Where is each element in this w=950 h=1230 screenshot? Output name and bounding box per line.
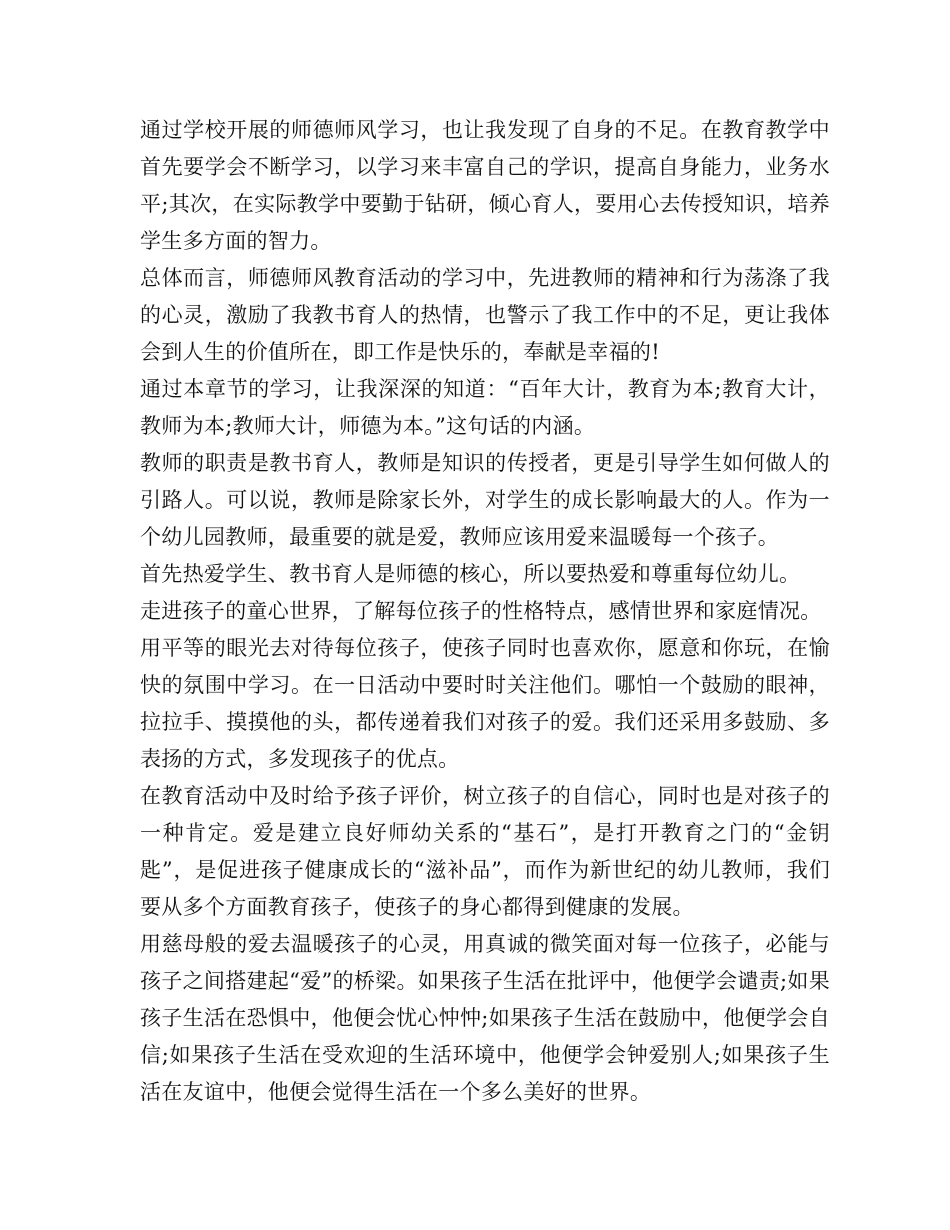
paragraph-equal-treatment: 用平等的眼光去对待每位孩子，使孩子同时也喜欢你，愿意和你玩，在愉快的氛围中学习。在一日活动中要时时关注他们。哪怕一个鼓励的眼神，拉拉手、摸摸他的头，都传递着我们对孩子的爱。我们还采用多鼓励、多表扬的方式，多发现孩子的优点。 <box>140 636 830 771</box>
paragraph-love-students: 首先热爱学生、教书育人是师德的核心，所以要热爱和尊重每位幼儿。 <box>140 562 801 586</box>
paragraph-timely-evaluation: 在教育活动中及时给予孩子评价，树立孩子的自信心，同时也是对孩子的一种肯定。爱是建立良好师幼关系的“基石”，是打开教育之门的“金钥匙”，是促进孩子健康成长的“滋补品”，而作为新世纪的幼儿教师，我们要从多个方面教育孩子，使孩子的身心都得到健康的发展。 <box>140 784 830 919</box>
paragraph-chapter-learning: 通过本章节的学习，让我深深的知道：“百年大计，教育为本;教育大计，教师为本;教师大计，师德为本。”这句话的内涵。 <box>140 377 830 438</box>
paragraph-motherly-love: 用慈母般的爱去温暖孩子的心灵，用真诚的微笑面对每一位孩子，必能与孩子之间搭建起“爱”的桥梁。如果孩子生活在批评中，他便学会谴责;如果孩子生活在恐惧中，他便会忧心忡忡;如果孩子生活在鼓励中，他便学会自信;如果孩子生活在受欢迎的生活环境中，他便学会钟爱别人;如果孩子生活在友谊中，他便会觉得生活在一个多么美好的世界。 <box>140 932 830 1104</box>
document-body <box>140 112 830 1111</box>
paragraph-teacher-duty: 教师的职责是教书育人，教师是知识的传授者，更是引导学生如何做人的引路人。可以说，教师是除家长外，对学生的成长影响最大的人。作为一个幼儿园教师，最重要的就是爱，教师应该用爱来温暖每一个孩子。 <box>140 451 830 549</box>
paragraph-overall-summary: 总体而言，师德师风教育活动的学习中，先进教师的精神和行为荡涤了我的心灵，激励了我教书育人的热情，也警示了我工作中的不足，更让我体会到人生的价值所在，即工作是快乐的，奉献是幸福的! <box>140 266 830 364</box>
paragraph-self-reflection: 通过学校开展的师德师风学习，也让我发现了自身的不足。在教育教学中首先要学会不断学习，以学习来丰富自己的学识，提高自身能力，业务水平;其次，在实际教学中要勤于钻研，倾心育人，要用心去传授知识，培养学生多方面的智力。 <box>140 118 830 253</box>
paragraph-child-world: 走进孩子的童心世界，了解每位孩子的性格特点，感情世界和家庭情况。 <box>140 599 822 623</box>
